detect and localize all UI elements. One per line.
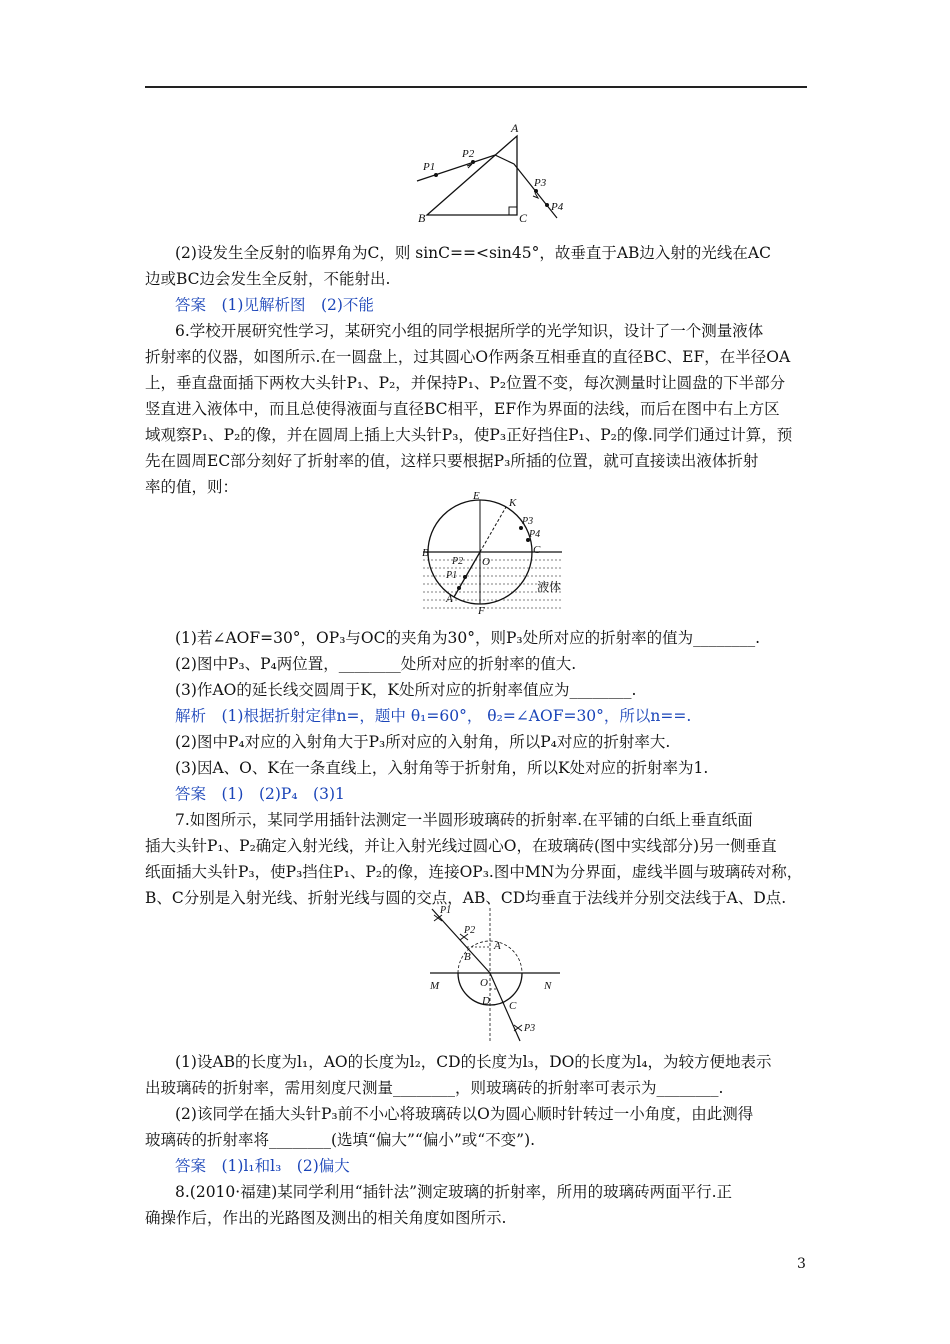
fig7-label-o: O bbox=[480, 977, 488, 989]
fig6-label-e: E bbox=[473, 490, 480, 502]
text-line: (2)该同学在插大头针P₃前不小心将玻璃砖以O为圆心顺时针转过一小角度，由此测得 bbox=[175, 1105, 754, 1123]
fig7-label-p3: P3 bbox=[524, 1023, 536, 1034]
answer-line: 答案 (1) (2)P₄ (3)1 bbox=[175, 785, 345, 803]
text-line: (2)图中P₄对应的入射角大于P₃所对应的入射角，所以P₄对应的折射率大. bbox=[175, 733, 671, 751]
fig5-label-p1: P1 bbox=[423, 161, 436, 173]
text-line: (1)设AB的长度为l₁，AO的长度为l₂，CD的长度为l₃，DO的长度为l₄，为较方便地表示 bbox=[175, 1053, 772, 1071]
fig5-label-c: C bbox=[519, 211, 528, 225]
figure-semicircle-glass bbox=[420, 905, 580, 1045]
figure-prism-triangle bbox=[415, 118, 575, 228]
fig7-label-m: M bbox=[430, 980, 440, 992]
text-line: (1)若∠AOF=30°，OP₃与OC的夹角为30°，则P₃处所对应的折射率的值为________. bbox=[175, 629, 761, 647]
fig6-label-o: O bbox=[482, 556, 490, 568]
text-line: (2)设发生全反射的临界角为C，则 sinC==<sin45°，故垂直于AB边入射的光线在AC bbox=[175, 244, 771, 262]
fig5-label-p3: P3 bbox=[534, 177, 547, 189]
text-line: 确操作后，作出的光路图及测出的相关角度如图所示. bbox=[145, 1209, 507, 1227]
figure-disc-liquid bbox=[420, 490, 570, 620]
text-line: 域观察P₁、P₂的像，并在圆周上插上大头针P₃，使P₃正好挡住P₁、P₂的像.同学们通过计算，预 bbox=[145, 426, 793, 444]
fig7-label-p2: P2 bbox=[464, 925, 476, 936]
fig7-label-p1: P1 bbox=[440, 905, 452, 916]
fig6-liquid-label: 液体 bbox=[537, 580, 562, 594]
text-line: 折射率的仪器，如图所示.在一圆盘上，过其圆心O作两条互相垂直的直径BC、EF，在半径OA bbox=[145, 348, 791, 366]
fig7-label-c: C bbox=[509, 1000, 517, 1012]
fig6-label-p2: P2 bbox=[452, 556, 464, 567]
text-line: (2)图中P₃、P₄两位置，________处所对应的折射率的值大. bbox=[175, 655, 577, 673]
text-line: 边或BC边会发生全反射，不能射出. bbox=[145, 270, 391, 288]
text-line: B、C分别是入射光线、折射光线与圆的交点，AB、CD均垂直于法线并分别交法线于A、D点. bbox=[145, 889, 787, 907]
text-line: (3)作AO的延长线交圆周于K，K处所对应的折射率值应为________. bbox=[175, 681, 637, 699]
fig6-label-k: K bbox=[509, 497, 517, 509]
fig5-label-p2: P2 bbox=[462, 148, 475, 160]
text-line: 先在圆周EC部分刻好了折射率的值，这样只要根据P₃所插的位置，就可直接读出液体折射 bbox=[145, 452, 759, 470]
fig7-label-b: B bbox=[464, 951, 471, 963]
fig7-label-d: D bbox=[482, 995, 490, 1007]
question-text: 8.(2010·福建)某同学利用“插针法”测定玻璃的折射率，所用的玻璃砖两面平行.正 bbox=[175, 1183, 733, 1201]
fig6-label-p1: P1 bbox=[446, 570, 458, 581]
analysis-line: 解析 (1)根据折射定律n=，题中 θ₁=60°， θ₂=∠AOF=30°，所以n==. bbox=[175, 707, 692, 725]
text-line: 竖直进入液体中，而且总使得液面与直径BC相平，EF作为界面的法线，而后在图中右上方区 bbox=[145, 400, 780, 418]
text-line: 纸面插大头针P₃，使P₃挡住P₁、P₂的像，连接OP₃.图中MN为分界面，虚线半圆与玻璃砖对称， bbox=[145, 863, 803, 881]
text-line: 上，垂直盘面插下两枚大头针P₁、P₂，并保持P₁、P₂位置不变，每次测量时让圆盘的下半部分 bbox=[145, 374, 786, 392]
question-text: 6.学校开展研究性学习，某研究小组的同学根据所学的光学知识，设计了一个测量液体 bbox=[175, 322, 764, 340]
fig7-label-n: N bbox=[544, 980, 552, 992]
fig6-label-p4: P4 bbox=[529, 529, 541, 540]
text-line: 玻璃砖的折射率将________(选填“偏大”“偏小”或“不变”). bbox=[145, 1131, 536, 1149]
fig6-label-p3: P3 bbox=[522, 516, 534, 527]
question-text: 7.如图所示，某同学用插针法测定一半圆形玻璃砖的折射率.在平铺的白纸上垂直纸面 bbox=[175, 811, 753, 829]
fig6-label-b: B bbox=[422, 547, 429, 559]
text-line: (3)因A、O、K在一条直线上，入射角等于折射角，所以K处对应的折射率为1. bbox=[175, 759, 709, 777]
answer-line: 答案 (1)l₁和l₃ (2)偏大 bbox=[175, 1157, 350, 1175]
fig6-label-f: F bbox=[478, 605, 485, 617]
fig5-label-b: B bbox=[418, 211, 426, 225]
header-rule bbox=[145, 86, 807, 88]
text-line: 插大头针P₁、P₂确定入射光线，并让入射光线过圆心O，在玻璃砖(图中实线部分)另一侧垂直 bbox=[145, 837, 777, 855]
fig6-label-c: C bbox=[533, 544, 541, 556]
text-line: 率的值，则： bbox=[145, 478, 239, 496]
fig6-label-a: A bbox=[446, 593, 453, 605]
fig5-label-a: A bbox=[511, 121, 519, 135]
fig7-label-a: A bbox=[494, 940, 501, 952]
answer-line: 答案 (1)见解析图 (2)不能 bbox=[175, 296, 374, 314]
page-number: 3 bbox=[797, 1256, 806, 1272]
text-line: 出玻璃砖的折射率，需用刻度尺测量________，则玻璃砖的折射率可表示为________. bbox=[145, 1079, 724, 1097]
fig5-label-p4: P4 bbox=[551, 201, 564, 213]
